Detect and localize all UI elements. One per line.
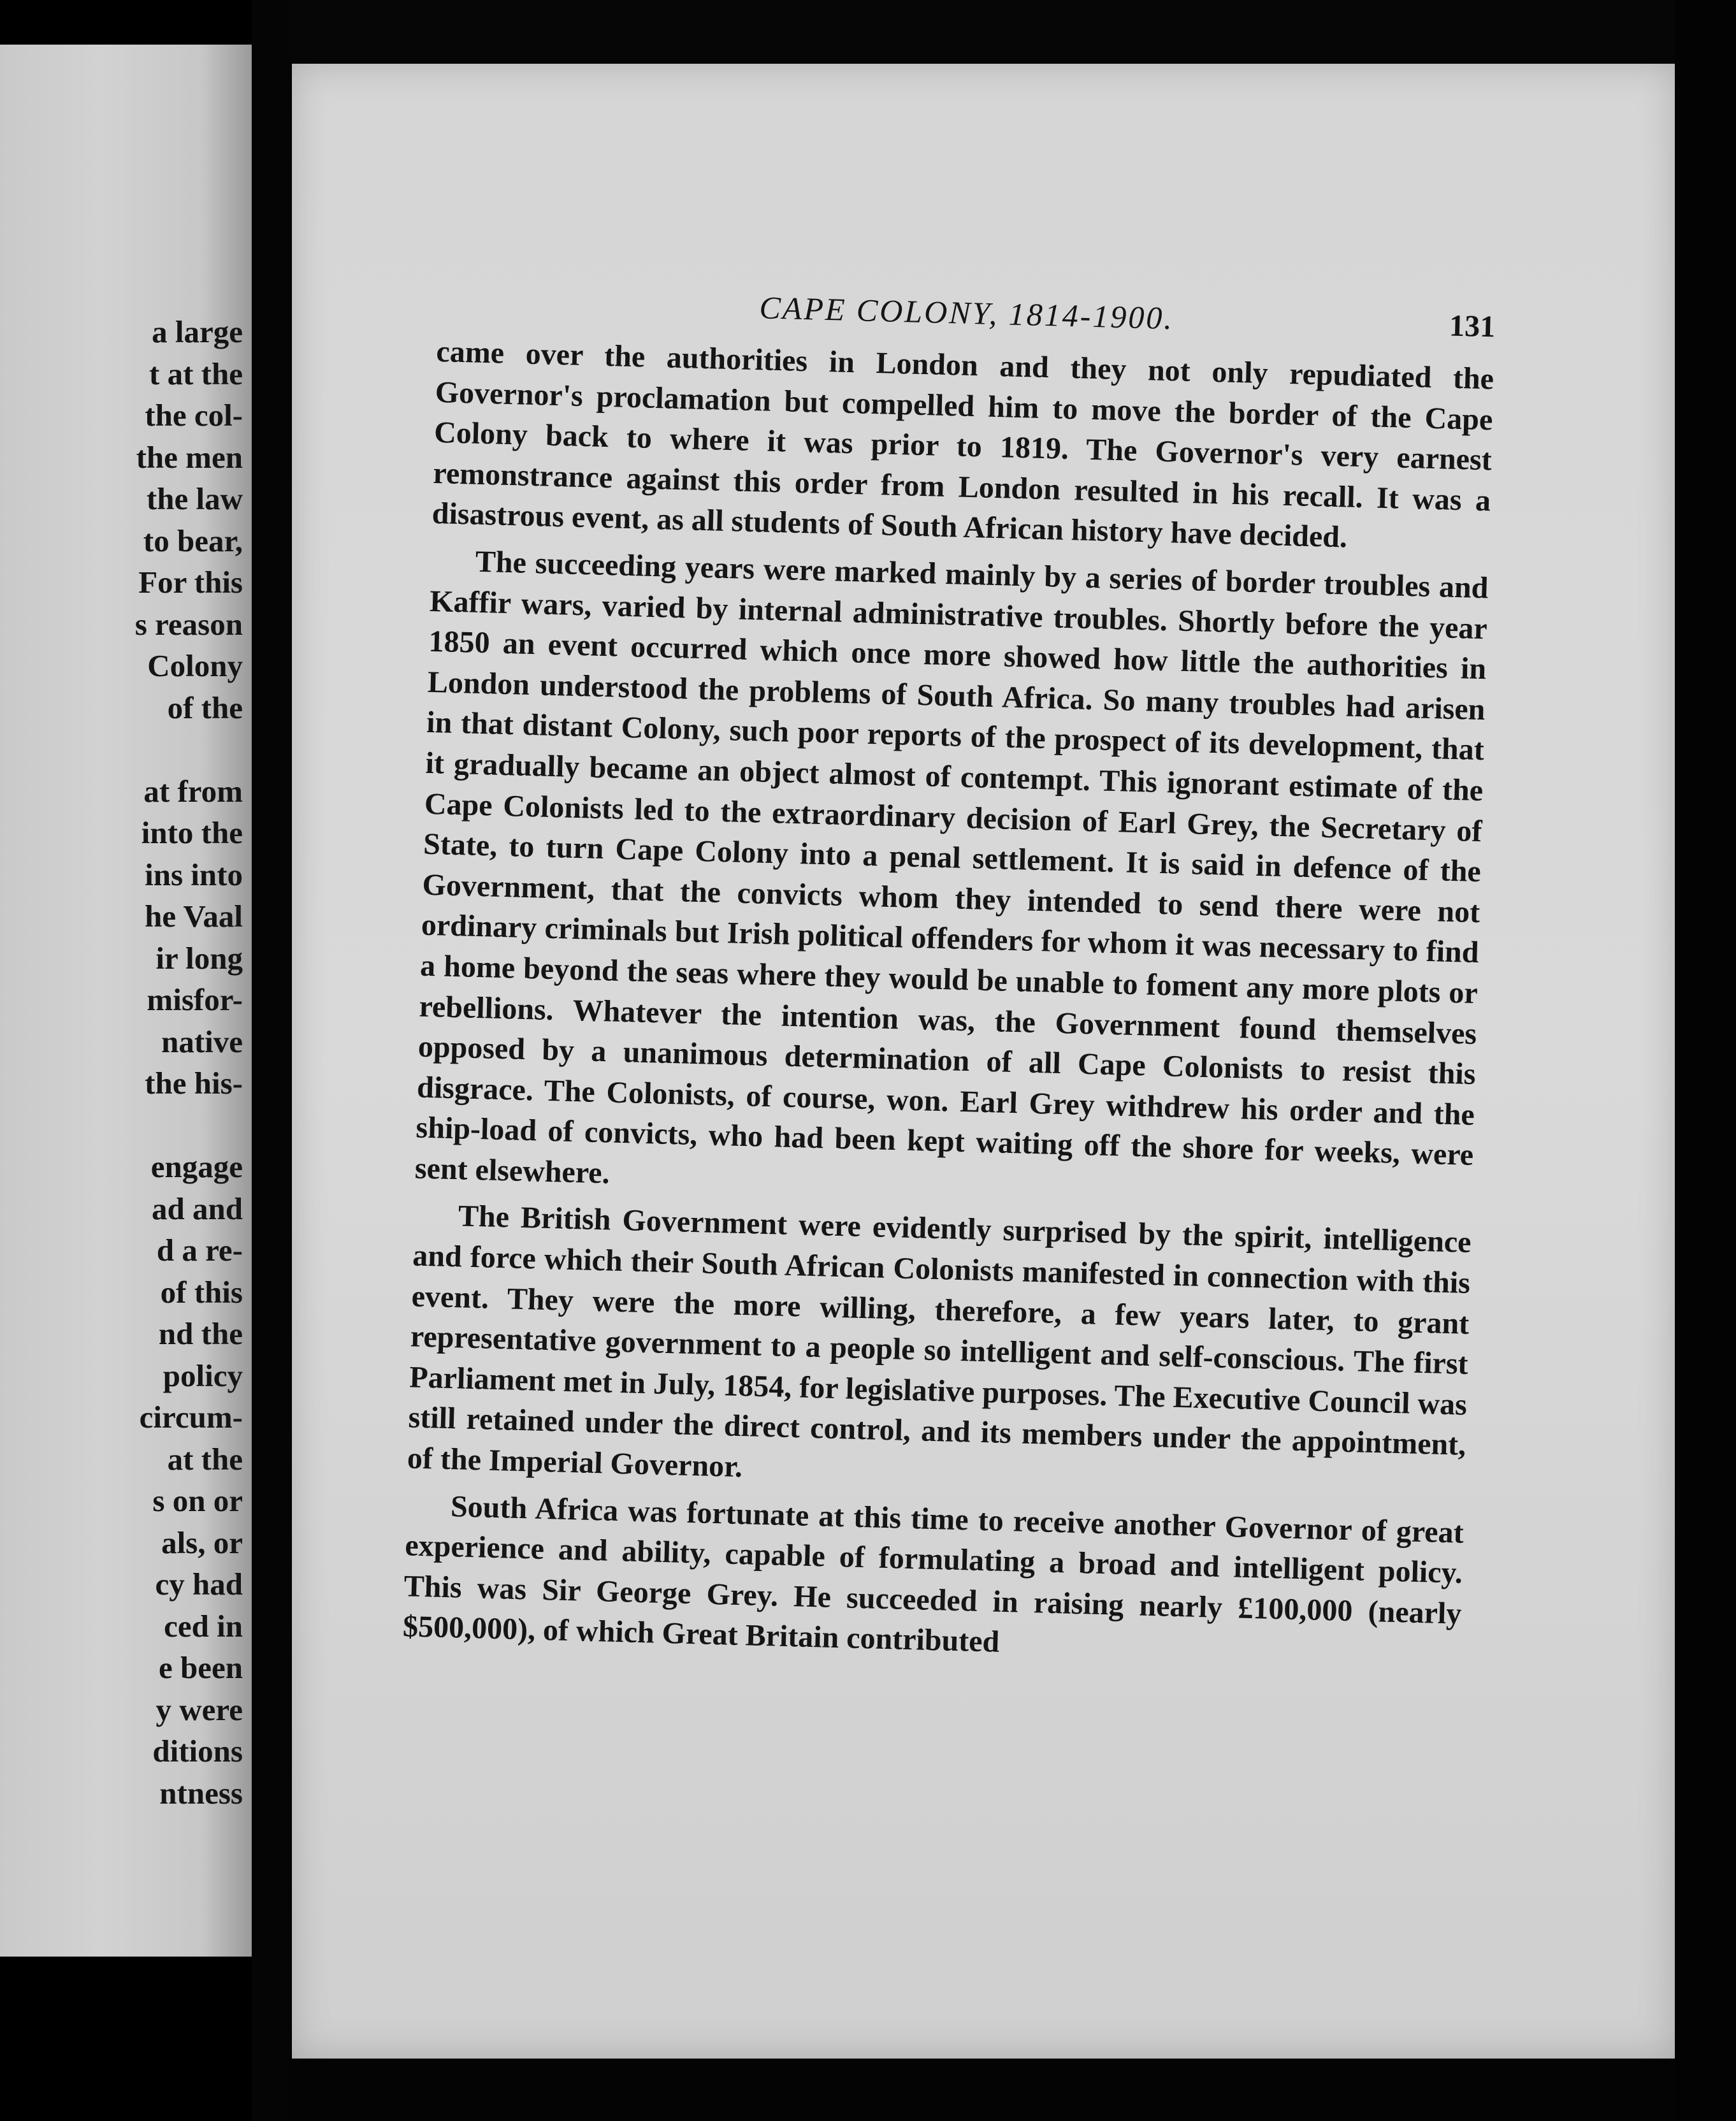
previous-page-line-fragments [135, 311, 243, 1814]
previous-page-line: s reason [134, 606, 243, 642]
previous-page-line: to bear, [143, 523, 243, 558]
previous-page-line: e been [159, 1650, 243, 1685]
previous-page-line: policy [163, 1357, 243, 1393]
page-gutter [252, 0, 290, 2121]
previous-page-line: ir long [156, 940, 243, 976]
previous-page-line: the his- [145, 1066, 243, 1101]
body-text [402, 331, 1494, 1675]
paragraph: South Africa was fortunate at this time to receive another Governor of great experience and ability, capable of formulating a broad and intelligent policy. This was Sir George Grey. He succeeded in raising nearly £100,000 (nearly $500,000), of which Great Britain contributed [402, 1489, 1465, 1660]
previous-page-line: ins into [145, 857, 243, 892]
previous-page-line: at from [143, 773, 243, 809]
previous-page-line: s on or [152, 1483, 243, 1518]
page-text-block [402, 268, 1496, 1675]
previous-page-line: circum- [139, 1400, 243, 1435]
book-page [292, 64, 1675, 2059]
scan-bottom-border [290, 2059, 1736, 2121]
previous-page-line: t at the [149, 356, 243, 391]
previous-page-line [135, 1104, 243, 1147]
previous-page-line: of the [167, 690, 243, 725]
previous-page-line: For this [138, 565, 243, 600]
paragraph: The British Government were evidently surprised by the spirit, intelligence and force which their South African Colonists manifested in connection with this event. They were the more willing, therefore, a few years later, to grant representative government to a people so intelligent and self-conscious. The first Parliament met in July, 1854, for legislative purposes. The Executive Council was still retained under the direct control, and its members under the appointment, of the Imperial Governor. [407, 1199, 1472, 1484]
previous-page-line: native [161, 1024, 243, 1059]
running-head-title: CAPE COLONY, 1814-1900. [758, 289, 1175, 337]
previous-page-line: ditions [152, 1734, 243, 1769]
paragraph: The succeeding years were marked mainly by a series of border troubles and Kaffir wars, varied by internal administrative troubles. Shortly before the year 1850 an event occurred which once more showed how little the authorities in London understood the problems of South Africa. So many troubles had arisen in that distant Colony, such poor reports of the prospect of its development, that it gradually became an object almost of contempt. This ignorant estimate of the Cape Colonists led to the extraordinary decision of Earl Grey, the Secretary of State, to turn Cape Colony into a penal settlement. It is said in defence of the Government, that the convicts whom they intended to send there were not ordinary criminals but Irish political offenders for whom it was necessary to find a home beyond the seas where they would be unable to foment any more plots or rebellions. Whatever the intention was, the Government found themselves opposed by a unanimous determination of all Cape Colonists to resist this disgrace. The Colonists, of course, won. Earl Grey withdrew his order and the ship-load of convicts, who had been kept waiting off the shore for weeks, were sent elsewhere. [414, 544, 1489, 1191]
previous-page-line: the law [146, 481, 243, 516]
previous-page-line: cy had [155, 1567, 243, 1602]
previous-page-line: Colony [147, 648, 243, 683]
previous-page-line: misfor- [147, 982, 243, 1017]
previous-page-line: a large [152, 314, 243, 349]
previous-page-line: engage [150, 1149, 243, 1184]
scan-top-border [290, 0, 1736, 64]
page-number: 131 [1449, 308, 1496, 344]
previous-page-line: y were [156, 1691, 243, 1727]
scan-right-border [1675, 0, 1736, 2121]
previous-page-line: of this [160, 1274, 243, 1310]
paragraph-continued: came over the authorities in London and they not only repudiated the Governor's proclamation but compelled him to move the border of the Cape Colony back to where it was prior to 1819. The Governor's very earnest remonstrance against this order from London resulted in his recall. It was a disastrous event, as all students of South African history have decided. [431, 334, 1494, 554]
previous-page-line: the men [136, 439, 243, 475]
previous-page-line: he Vaal [145, 899, 243, 934]
previous-page-line: into the [141, 815, 243, 850]
previous-page-line: ntness [159, 1775, 243, 1811]
previous-page-line: ad and [151, 1191, 243, 1226]
previous-page-line: als, or [161, 1524, 243, 1560]
previous-page-line: at the [167, 1441, 243, 1477]
previous-page-line: ced in [164, 1608, 243, 1644]
previous-page-fragment [0, 45, 252, 1957]
previous-page-line: d a re- [156, 1233, 243, 1268]
previous-page-line: nd the [158, 1316, 243, 1351]
previous-page-line [135, 728, 243, 771]
previous-page-line: the col- [145, 398, 243, 433]
